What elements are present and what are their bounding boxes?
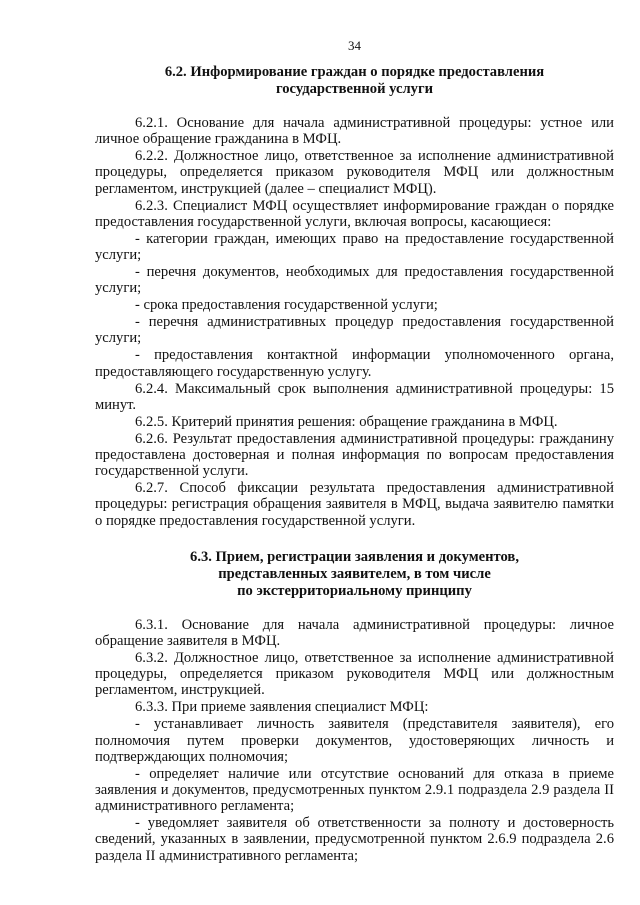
list-item: - перечня документов, необходимых для предоставления государственной услуги; xyxy=(95,264,614,297)
heading-line: 6.3. Прием, регистрации заявления и документов, xyxy=(190,548,519,565)
heading-line: 6.2. Информирование граждан о порядке предоставления xyxy=(164,64,545,80)
list-item: - срока предоставления государственной услуги; xyxy=(135,297,438,314)
list-item: - определяет наличие или отсутствие оснований для отказа в приеме заявления и документов, предусмотренных пунктом 2.9.1 подраздела 2.9 раздела II административного регламента; xyxy=(95,765,614,815)
paragraph: 6.2.2. Должностное лицо, ответственное за исполнение административной процедуры, определяется приказом руководителя МФЦ или должностным регламентом, инструкцией (далее – специалист МФЦ). xyxy=(95,148,614,197)
section-heading xyxy=(95,549,614,600)
paragraph: 6.2.4. Максимальный срок выполнения административной процедуры: 15 минут. xyxy=(95,380,614,413)
page-number: 34 xyxy=(348,38,361,53)
paragraph: 6.2.7. Способ фиксации результата предоставления административной процедуры: регистрация обращения заявителя в МФЦ, выдача заявителю памятки о порядке предоставления государственной услуги. xyxy=(95,480,614,529)
paragraph: 6.2.1. Основание для начала административной процедуры: устное или личное обращение гражданина в МФЦ. xyxy=(95,115,614,148)
paragraph: 6.3.1. Основание для начала административной процедуры: личное обращение заявителя в МФЦ. xyxy=(95,616,614,650)
paragraph: 6.2.5. Критерий принятия решения: обращение гражданина в МФЦ. xyxy=(135,413,558,430)
list-item: - уведомляет заявителя об ответственности за полноту и достоверность сведений, указанных в заявлении, предусмотренной пунктом 2.6.9 подраздела 2.6 раздела II административного регламента; xyxy=(95,815,614,864)
section-body xyxy=(95,115,614,529)
list-item: - перечня административных процедур предоставления государственной услуги; xyxy=(95,314,614,347)
list-item: - категории граждан, имеющих право на предоставление государственной услуги; xyxy=(95,230,614,264)
paragraph: 6.3.2. Должностное лицо, ответственное за исполнение административной процедуры, определяется приказом руководителя МФЦ или должностным регламентом, инструкцией. xyxy=(95,650,614,699)
paragraph: 6.2.6. Результат предоставления административной процедуры: гражданину предоставлена достоверная и полная информация по вопросам предоставления государственной услуги. xyxy=(95,430,614,480)
section-body xyxy=(95,617,614,864)
section-6-2 xyxy=(95,64,614,529)
heading-line: представленных заявителем, в том числе xyxy=(218,565,491,582)
list-item: - устанавливает личность заявителя (представителя заявителя), его полномочия путем проверки документов, удостоверяющих личность и подтверждающих полномочия; xyxy=(95,716,614,765)
paragraph: 6.3.3. При приеме заявления специалист МФЦ: xyxy=(135,699,429,716)
heading-line: по экстерриториальному принципу xyxy=(237,582,472,599)
section-heading xyxy=(95,64,614,98)
section-6-3 xyxy=(95,549,614,864)
paragraph: 6.2.3. Специалист МФЦ осуществляет информирование граждан о порядке предоставления государственной услуги, включая вопросы, касающиеся: xyxy=(95,197,614,230)
list-item: - предоставления контактной информации уполномоченного органа, предоставляющего государственную услугу. xyxy=(95,347,614,380)
heading-line: государственной услуги xyxy=(275,81,434,97)
